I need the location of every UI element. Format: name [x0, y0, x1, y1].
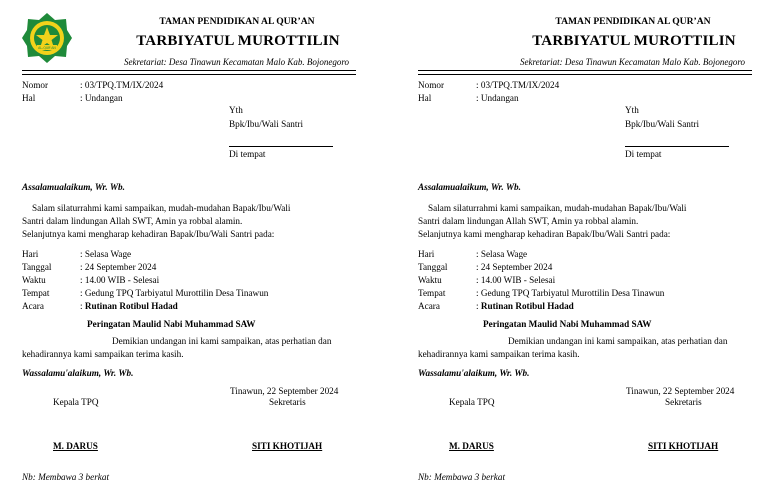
recipient-line — [625, 146, 729, 147]
header-rule-thin — [418, 74, 752, 75]
institution-name: TARBIYATUL MUROTTILIN — [532, 33, 736, 49]
tpq-logo-icon — [22, 12, 72, 64]
recipient-name: Bpk/Ibu/Wali Santri — [229, 119, 304, 129]
recipient-yth: Yth — [229, 105, 243, 115]
closing-line-1: Demikian undangan ini kami sampaikan, atas perhatian dan — [508, 336, 728, 346]
nomor-row: Nomor : 03/TPQ.TM/IX/2024 — [22, 80, 164, 90]
recipient-place: Di tempat — [625, 149, 662, 159]
institution-name: TARBIYATUL MUROTTILIN — [136, 33, 340, 49]
body-line-1: Salam silaturrahmi kami sampaikan, mudah-mudahan Bapak/Ibu/Wali — [32, 203, 291, 213]
footnote: Nb: Membawa 3 berkat — [418, 472, 506, 482]
secretariat-address: Sekretariat: Desa Tinawun Kecamatan Malo Kab. Bojonegoro — [519, 57, 746, 67]
detail-row-acara: Acara : Rutinan Rotibul Hadad — [418, 301, 574, 311]
signer-sekretaris: SITI KHOTIJAH — [252, 441, 323, 451]
body-line-3: Selanjutnya kami mengharap kehadiran Bapak/Ibu/Wali Santri pada: — [22, 229, 275, 239]
body-line-1: Salam silaturrahmi kami sampaikan, mudah-mudahan Bapak/Ibu/Wali — [428, 203, 687, 213]
event-title: Peringatan Maulid Nabi Muhammad SAW — [483, 319, 652, 329]
detail-row-acara: Acara : Rutinan Rotibul Hadad — [22, 301, 178, 311]
header-rule-thick — [22, 70, 356, 71]
body-line-2: Santri dalam lindungan Allah SWT, Amin ya robbal alamin. — [418, 216, 639, 226]
closing-line-2: kehadirannya kami sampaikan terima kasih. — [418, 349, 580, 359]
closing-line-1: Demikian undangan ini kami sampaikan, atas perhatian dan — [112, 336, 332, 346]
role-sekretaris: Sekretaris — [269, 397, 306, 407]
header-rule-thin — [22, 74, 356, 75]
hal-row: Hal : Undangan — [418, 93, 519, 103]
recipient-name: Bpk/Ibu/Wali Santri — [625, 119, 700, 129]
detail-row-tempat: Tempat : Gedung TPQ Tarbiyatul Murottilin Desa Tinawun — [418, 288, 665, 298]
date-place: Tinawun, 22 September 2024 — [626, 386, 735, 396]
detail-row-hari: Hari : Selasa Wage — [418, 249, 528, 259]
body-line-3: Selanjutnya kami mengharap kehadiran Bapak/Ibu/Wali Santri pada: — [418, 229, 671, 239]
institution-line: TAMAN PENDIDIKAN AL QUR’AN — [159, 16, 315, 27]
recipient-line — [229, 146, 333, 147]
detail-row-tempat: Tempat : Gedung TPQ Tarbiyatul Murottilin Desa Tinawun — [22, 288, 269, 298]
signer-kepala: M. DARUS — [449, 441, 494, 451]
recipient-place: Di tempat — [229, 149, 266, 159]
signer-kepala: M. DARUS — [53, 441, 98, 451]
signer-sekretaris: SITI KHOTIJAH — [648, 441, 719, 451]
detail-row-tanggal: Tanggal : 24 September 2024 — [418, 262, 553, 272]
recipient-yth: Yth — [625, 105, 639, 115]
svg-text:AL-QUR'AN: AL-QUR'AN — [38, 46, 56, 50]
hal-row: Hal : Undangan — [22, 93, 123, 103]
detail-row-waktu: Waktu : 14.00 WIB - Selesai — [22, 275, 160, 285]
farewell: Wassalamu'alaikum, Wr. Wb. — [418, 368, 530, 378]
role-sekretaris: Sekretaris — [665, 397, 702, 407]
detail-row-waktu: Waktu : 14.00 WIB - Selesai — [418, 275, 556, 285]
event-title: Peringatan Maulid Nabi Muhammad SAW — [87, 319, 256, 329]
invitation-letter-right — [418, 0, 748, 501]
farewell: Wassalamu'alaikum, Wr. Wb. — [22, 368, 134, 378]
closing-line-2: kehadirannya kami sampaikan terima kasih. — [22, 349, 184, 359]
date-place: Tinawun, 22 September 2024 — [230, 386, 339, 396]
role-kepala: Kepala TPQ — [53, 397, 99, 407]
detail-row-tanggal: Tanggal : 24 September 2024 — [22, 262, 157, 272]
institution-line: TAMAN PENDIDIKAN AL QUR’AN — [555, 16, 711, 27]
greeting: Assalamualaikum, Wr. Wb. — [22, 182, 125, 192]
detail-row-hari: Hari : Selasa Wage — [22, 249, 132, 259]
role-kepala: Kepala TPQ — [449, 397, 495, 407]
nomor-row: Nomor : 03/TPQ.TM/IX/2024 — [418, 80, 560, 90]
invitation-letter-left — [22, 0, 352, 501]
header-rule-thick — [418, 70, 752, 71]
secretariat-address: Sekretariat: Desa Tinawun Kecamatan Malo Kab. Bojonegoro — [123, 57, 350, 67]
greeting: Assalamualaikum, Wr. Wb. — [418, 182, 521, 192]
body-line-2: Santri dalam lindungan Allah SWT, Amin ya robbal alamin. — [22, 216, 243, 226]
footnote: Nb: Membawa 3 berkat — [22, 472, 110, 482]
